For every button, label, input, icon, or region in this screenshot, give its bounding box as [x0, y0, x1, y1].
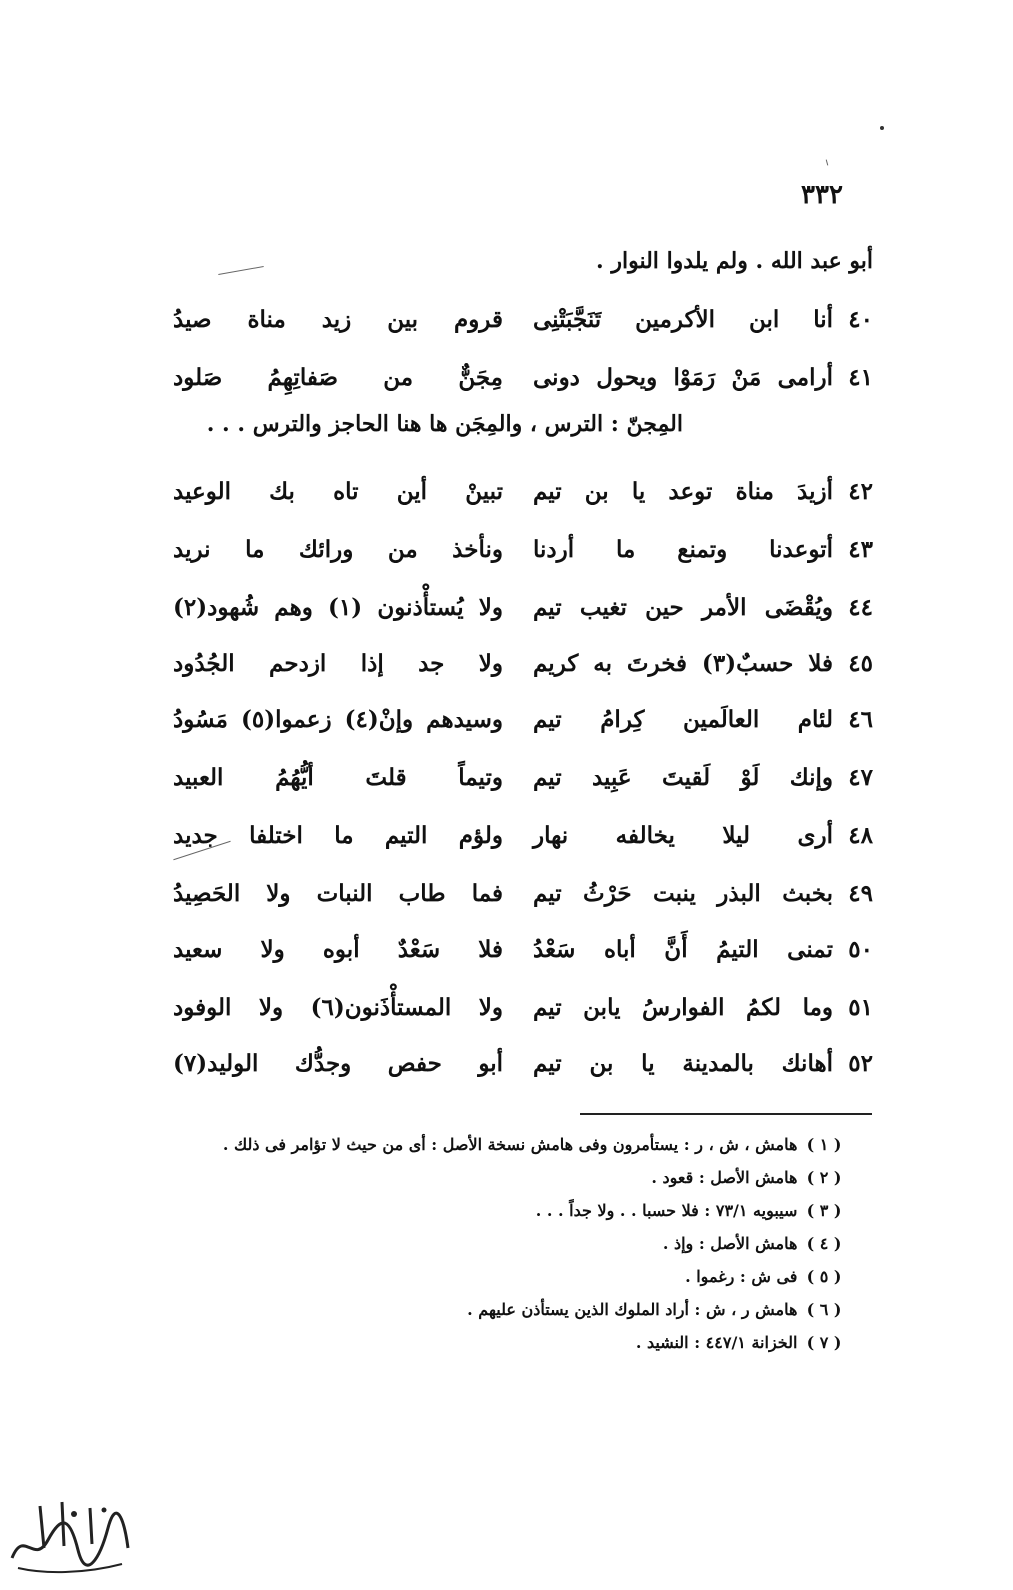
verse-first-hemistich: وما لكمُ الفوارسُ يابن تيم	[533, 994, 833, 1021]
footnote-number: ( ٢ )	[806, 1168, 842, 1187]
calligraphy-stamp-logo	[4, 1488, 136, 1578]
verse-number: ٤١	[848, 364, 873, 391]
verse-first-hemistich: أزيدَ مناة توعد يا بن تيم	[533, 478, 833, 505]
verse-line	[173, 472, 873, 512]
verse-second-hemistich: وتيماً قلتَ أيُّهُمُ العبيد	[173, 764, 503, 791]
verse-number: ٤٤	[848, 594, 873, 621]
verse-first-hemistich: أتوعدنا وتمنع ما أردنا	[533, 536, 833, 563]
footnote-number: ( ١ )	[806, 1135, 842, 1154]
footnote-number: ( ٧ )	[806, 1333, 842, 1352]
verse-first-hemistich: بخبث البذر ينبت حَرْثُ تيم	[533, 880, 833, 907]
verse-first-hemistich: فلا حسبٌ(٣) فخرتَ به كريم	[533, 650, 833, 677]
verse-second-hemistich: قروم بين زيد مناة صيدُ	[173, 306, 503, 333]
footnote-text: هامش ، ش ، ر : يستأمرون وفى هامش نسخة الأصل : أى من حيث لا تؤامر فى ذلك .	[222, 1135, 798, 1154]
verse-second-hemistich: ولؤم التيم ما اختلفا جديد	[173, 822, 503, 849]
footnote	[145, 1293, 845, 1326]
footnote-separator	[580, 1113, 872, 1115]
verse-number: ٥١	[848, 994, 873, 1021]
footnote-text: سيبويه ٧٣/١ : فلا حسبا . . ولا جداً . . .	[535, 1201, 798, 1220]
verse-first-hemistich: أنا ابن الأكرمين تَنَجَّبَتْنِى	[533, 306, 833, 333]
verse-line	[173, 300, 873, 340]
margin-stroke	[826, 159, 829, 165]
verse-second-hemistich: أبو حفص وجدُّك الوليد(٧)	[173, 1050, 503, 1077]
verse-number: ٤٠	[848, 306, 873, 333]
footnote-number: ( ٣ )	[806, 1201, 842, 1220]
verse-second-hemistich: وسيدهم وإنْ(٤) زعموا(٥) مَسُودُ	[173, 706, 503, 733]
verse-number: ٤٨	[848, 822, 873, 849]
verse-line	[173, 1044, 873, 1084]
footnote	[145, 1128, 845, 1161]
verse-number: ٥٠	[848, 936, 873, 963]
verse-number: ٤٦	[848, 706, 873, 733]
verse-first-hemistich: وإنك لَوْ لَقيتَ عَبِيد تيم	[533, 764, 833, 791]
verse-line	[173, 758, 873, 798]
verse-second-hemistich: ونأخذ من ورائك ما نريد	[173, 536, 503, 563]
verse-line	[173, 988, 873, 1028]
verse-line	[173, 816, 873, 856]
verse-number: ٤٢	[848, 478, 873, 505]
footnote	[145, 1161, 845, 1194]
ink-speck	[880, 126, 884, 130]
verse-second-hemistich: فما طاب النبات ولا الحَصِيدُ	[173, 880, 503, 907]
verse-line	[173, 930, 873, 970]
footnote-text: الخزانة ٤٤٧/١ : النشيد .	[635, 1333, 798, 1352]
footnote-text: هامش الأصل : قعود .	[651, 1168, 798, 1187]
verse-line	[173, 530, 873, 570]
verse-line	[173, 644, 873, 684]
verse-line	[173, 588, 873, 628]
verse-second-hemistich: ولا يُستأْذنون (١) وهم شُهود(٢)	[173, 594, 503, 621]
verse-first-hemistich: أهانك بالمدينة يا بن تيم	[533, 1050, 833, 1077]
footnote-number: ( ٦ )	[806, 1300, 842, 1319]
footnote-text: هامش الأصل : وإذ .	[662, 1234, 798, 1253]
footnotes	[145, 1128, 845, 1359]
verse-line	[173, 700, 873, 740]
verse-first-hemistich: ويُقْضَى الأمر حين تغيب تيم	[533, 594, 833, 621]
verse-number: ٤٥	[848, 650, 873, 677]
verse-line	[173, 874, 873, 914]
footnote	[145, 1227, 845, 1260]
verse-second-hemistich: تبينْ أين تاه بك الوعيد	[173, 478, 503, 505]
footnote	[145, 1326, 845, 1359]
footnote	[145, 1260, 845, 1293]
verse-second-hemistich: ولا المستأْذَنون(٦) ولا الوفود	[173, 994, 503, 1021]
footnote-number: ( ٤ )	[806, 1234, 842, 1253]
verse-line	[173, 358, 873, 398]
gloss-text: المِجنّ : الترس ، والمِجَن ها هنا الحاجز والترس . . .	[206, 411, 683, 437]
verse-number: ٤٣	[848, 536, 873, 563]
gloss-note	[183, 408, 843, 440]
footnote	[145, 1194, 845, 1227]
intro-line: أبو عبد الله . ولم يلدوا النوار .	[596, 248, 873, 274]
verse-second-hemistich: فلا سَعْدٌ أبوه ولا سعيد	[173, 936, 503, 963]
footnote-text: فى ش : رغموا .	[685, 1267, 798, 1286]
verse-first-hemistich: تمنى التيمُ أَنَّ أباه سَعْدُ	[533, 936, 833, 963]
verse-number: ٥٢	[848, 1050, 873, 1077]
verse-second-hemistich: مِجَنٌّ من صَفاتِهِمُ صَلود	[173, 364, 503, 391]
footnote-text: هامش ر ، ش : أراد الملوك الذين يستأذن عليهم .	[467, 1300, 798, 1319]
verse-number: ٤٩	[848, 880, 873, 907]
verse-second-hemistich: ولا جد إذا ازدحم الجُدُود	[173, 650, 503, 677]
footnote-number: ( ٥ )	[806, 1267, 842, 1286]
verse-first-hemistich: أرامى مَنْ رَمَوْا ويحول دونى	[533, 364, 833, 391]
verse-first-hemistich: أرى ليلا يخالفه نهار	[533, 822, 833, 849]
verse-number: ٤٧	[848, 764, 873, 791]
page-number: ٣٣٢	[801, 180, 843, 210]
verse-first-hemistich: لئام العالَمين كِرامُ تيم	[533, 706, 833, 733]
